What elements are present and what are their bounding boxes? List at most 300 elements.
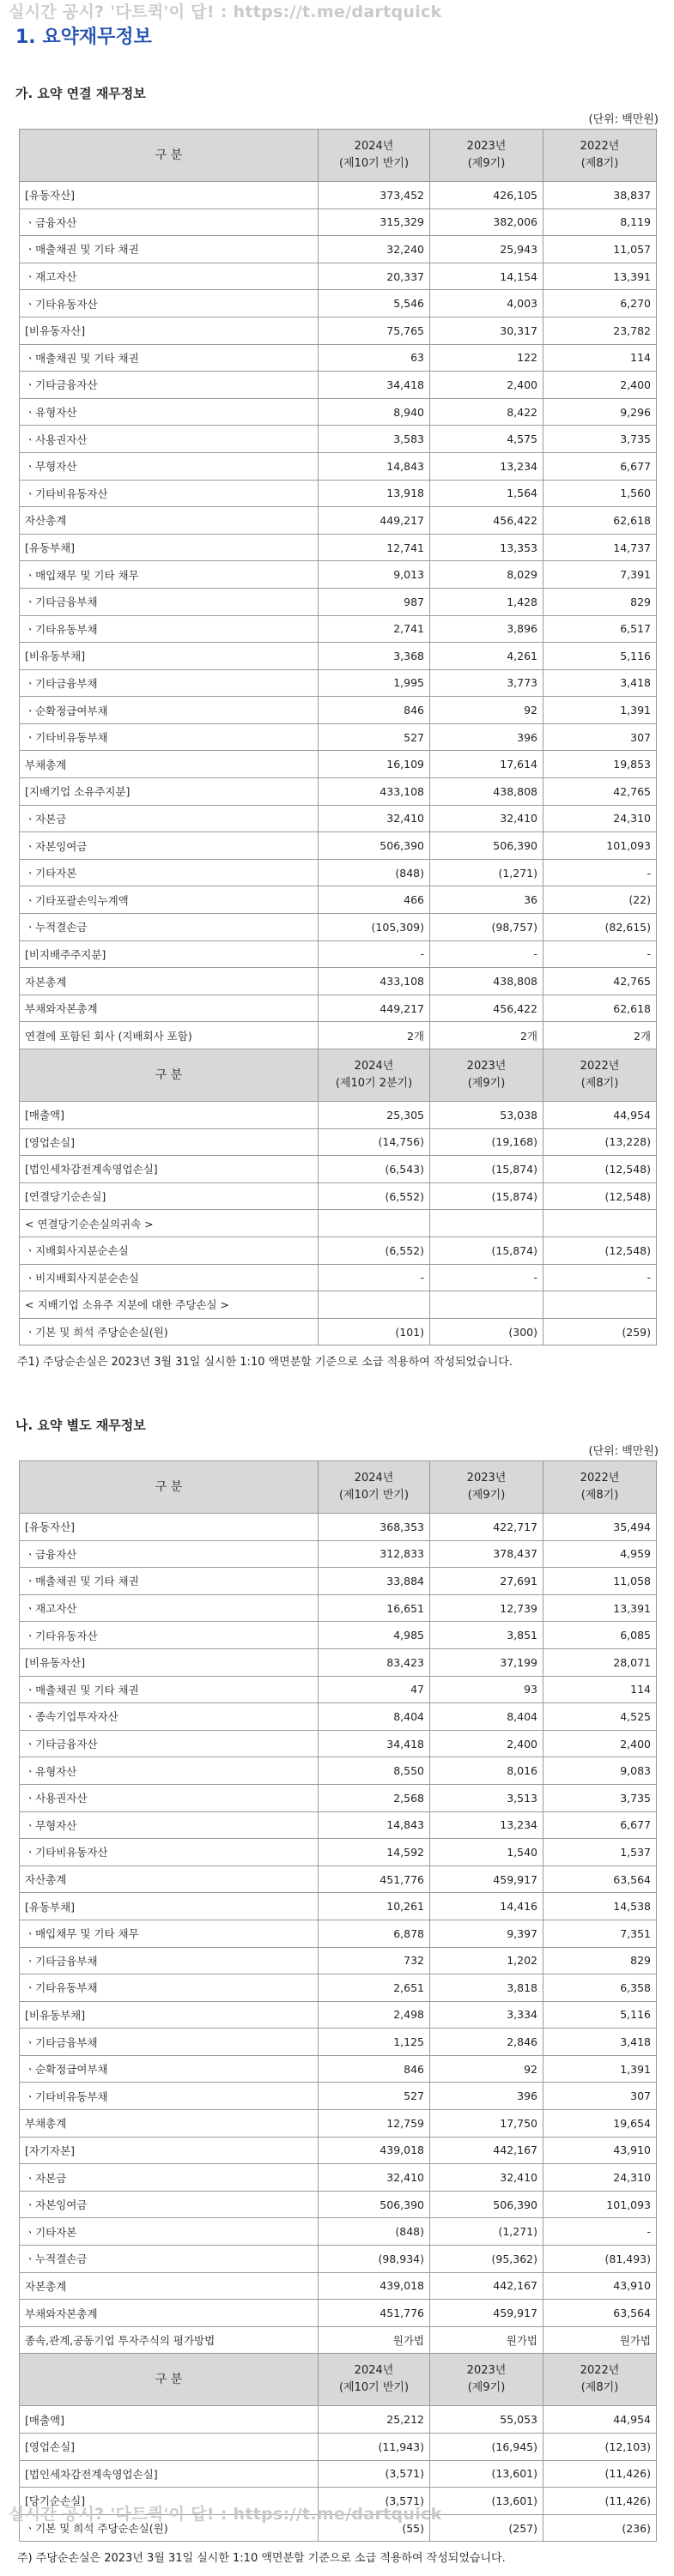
cell-value: 382,006 <box>430 209 543 236</box>
cell-value: (13,601) <box>430 2460 543 2488</box>
table-row <box>20 1210 657 1237</box>
row-label: [매출액] <box>20 1102 319 1129</box>
table-row <box>20 1893 657 1920</box>
row-label: ㆍ종속기업투자자산 <box>20 1703 319 1731</box>
cell-value: 8,404 <box>319 1703 430 1731</box>
row-label: < 지배기업 소유주 지분에 대한 주당손실 > <box>20 1291 319 1319</box>
row-label: [유동부채] <box>20 1893 319 1920</box>
row-label: ㆍ기타유동자산 <box>20 290 319 317</box>
row-label: ㆍ누적결손금 <box>20 914 319 941</box>
cell-value: 37,199 <box>430 1648 543 1676</box>
row-label: ㆍ기본 및 희석 주당순손실(원) <box>20 2514 319 2542</box>
row-label: ㆍ기타금융부채 <box>20 1947 319 1974</box>
cell-value: (11,943) <box>319 2434 430 2461</box>
section-title: 가. 요약 연결 재무정보 <box>15 86 146 101</box>
cell-value: (257) <box>430 2514 543 2542</box>
table-row <box>20 1237 657 1264</box>
header-text: (제9기) <box>467 1077 506 1090</box>
cell-value: 19,654 <box>543 2110 657 2138</box>
row-label: ㆍ사용권자산 <box>20 1784 319 1811</box>
cell-value: (13,228) <box>543 1128 657 1156</box>
header-text: 2023년 <box>466 1060 507 1073</box>
cell-value: 17,750 <box>430 2110 543 2138</box>
cell-value: 8,422 <box>430 398 543 426</box>
header-period <box>543 130 657 182</box>
table-row <box>20 2137 657 2164</box>
cell-value: 307 <box>543 2083 657 2110</box>
cell-value: 8,550 <box>319 1757 430 1785</box>
table-row <box>20 968 657 995</box>
cell-value: 35,494 <box>543 1514 657 1541</box>
header-text: 2023년 <box>466 140 507 153</box>
table-row <box>20 1156 657 1183</box>
cell-value: (16,945) <box>430 2434 543 2461</box>
table-row <box>20 778 657 806</box>
cell-value <box>543 1210 657 1237</box>
cell-value: 2,846 <box>430 2029 543 2056</box>
header-period <box>430 1461 543 1514</box>
table-row <box>20 344 657 372</box>
consolidated-section <box>0 84 674 1380</box>
cell-value: 368,353 <box>319 1514 430 1541</box>
cell-value: 42,765 <box>543 778 657 806</box>
cell-value: 24,310 <box>543 2164 657 2192</box>
cell-value: 456,422 <box>430 995 543 1022</box>
header-period <box>319 130 430 182</box>
cell-value: 396 <box>430 2083 543 2110</box>
footnote: 주) 주당순손실은 2023년 3월 31일 실시한 1:10 액면분할 기준으로 소급 적용하여 작성되었습니다. <box>17 2552 506 2566</box>
cell-value: 25,305 <box>319 1102 430 1129</box>
row-label: [법인세차감전계속영업손실] <box>20 1156 319 1183</box>
header-text: 2022년 <box>580 1472 620 1485</box>
cell-value: 38,837 <box>543 182 657 209</box>
cell-value: (55) <box>319 2514 430 2542</box>
row-label: ㆍ기타금융부채 <box>20 2029 319 2056</box>
cell-value: 14,538 <box>543 1893 657 1920</box>
cell-value: 14,154 <box>430 263 543 290</box>
cell-value: 433,108 <box>319 778 430 806</box>
cell-value: 3,583 <box>319 426 430 453</box>
cell-value: 14,843 <box>319 452 430 480</box>
header-text: (제8기) <box>580 2381 619 2395</box>
table-row <box>20 1264 657 1291</box>
table-row <box>20 263 657 290</box>
header-text: (제10기 2분기) <box>335 1077 413 1090</box>
row-label: [비유동부채] <box>20 2001 319 2029</box>
table-row <box>20 2218 657 2246</box>
table-row <box>20 1568 657 1595</box>
cell-value: 829 <box>543 1947 657 1974</box>
table-row <box>20 1947 657 1974</box>
cell-value: 8,940 <box>319 398 430 426</box>
row-label: 부채총계 <box>20 2110 319 2138</box>
table-row <box>20 2300 657 2327</box>
cell-value: (6,552) <box>319 1182 430 1210</box>
row-label: ㆍ순확정급여부채 <box>20 2055 319 2083</box>
table-row <box>20 2272 657 2300</box>
row-label: ㆍ기타금융자산 <box>20 1730 319 1757</box>
row-label: 자본총계 <box>20 968 319 995</box>
table-header-row <box>20 2354 657 2406</box>
cell-value: 3,818 <box>430 1974 543 2002</box>
table-row <box>20 398 657 426</box>
cell-value: (259) <box>543 1318 657 1345</box>
row-label: 부채와자본총계 <box>20 995 319 1022</box>
header-text: (제9기) <box>467 1489 506 1502</box>
row-label: [유동자산] <box>20 182 319 209</box>
cell-value: 307 <box>543 723 657 751</box>
row-label: [영업손실] <box>20 1128 319 1156</box>
header-period <box>543 1049 657 1102</box>
header-text: 구 분 <box>155 2373 183 2387</box>
cell-value: 9,083 <box>543 1757 657 1785</box>
header-period <box>430 1049 543 1102</box>
table-row <box>20 697 657 724</box>
cell-value: 439,018 <box>319 2272 430 2300</box>
cell-value: 459,917 <box>430 2300 543 2327</box>
table-row <box>20 643 657 670</box>
header-text: 2022년 <box>580 140 620 153</box>
cell-value: (12,548) <box>543 1182 657 1210</box>
cell-value: 4,003 <box>430 290 543 317</box>
table-row <box>20 236 657 263</box>
cell-value: - <box>543 1264 657 1291</box>
table-row <box>20 805 657 832</box>
row-label: < 연결당기순손실의귀속 > <box>20 1210 319 1237</box>
row-label: 종속,관계,공동기업 투자주식의 평가방법 <box>20 2326 319 2354</box>
table-row <box>20 1920 657 1947</box>
cell-value: 1,391 <box>543 2055 657 2083</box>
row-label: ㆍ누적결손금 <box>20 2246 319 2273</box>
row-label: ㆍ매입채무 및 기타 채무 <box>20 561 319 589</box>
cell-value: (848) <box>319 2218 430 2246</box>
cell-value: 6,270 <box>543 290 657 317</box>
cell-value: (236) <box>543 2514 657 2542</box>
cell-value: 36 <box>430 886 543 914</box>
row-label: ㆍ매입채무 및 기타 채무 <box>20 1920 319 1947</box>
table-row <box>20 2406 657 2434</box>
cell-value: 2,400 <box>430 372 543 399</box>
cell-value: (15,874) <box>430 1182 543 1210</box>
cell-value: (12,103) <box>543 2434 657 2461</box>
cell-value: 2,741 <box>319 615 430 643</box>
cell-value: 506,390 <box>319 832 430 860</box>
cell-value: 13,391 <box>543 1594 657 1622</box>
cell-value: 506,390 <box>319 2191 430 2218</box>
cell-value: - <box>543 859 657 886</box>
cell-value: 846 <box>319 2055 430 2083</box>
cell-value <box>319 1210 430 1237</box>
cell-value: 3,851 <box>430 1622 543 1649</box>
table-row <box>20 2001 657 2029</box>
cell-value: (300) <box>430 1318 543 1345</box>
separate-section <box>0 1416 674 2576</box>
cell-value: 32,410 <box>430 2164 543 2192</box>
row-label: 자산총계 <box>20 1865 319 1893</box>
cell-value: 92 <box>430 697 543 724</box>
cell-value: 449,217 <box>319 507 430 535</box>
table-row <box>20 426 657 453</box>
table-row <box>20 2460 657 2488</box>
table-row <box>20 1648 657 1676</box>
cell-value: 438,808 <box>430 968 543 995</box>
cell-value: (3,571) <box>319 2488 430 2515</box>
table-row <box>20 995 657 1022</box>
cell-value: - <box>543 2218 657 2246</box>
table-row <box>20 372 657 399</box>
header-text: (제10기 반기) <box>338 157 410 170</box>
cell-value: 55,053 <box>430 2406 543 2434</box>
cell-value: 47 <box>319 1676 430 1703</box>
table-row <box>20 1022 657 1049</box>
cell-value: (6,543) <box>319 1156 430 1183</box>
watermark-bottom: 실시간 공시? '다트퀵'이 답! : https://t.me/dartquick <box>9 2505 442 2524</box>
header-text: 2022년 <box>580 1060 620 1073</box>
table-row <box>20 859 657 886</box>
table-row <box>20 2029 657 2056</box>
cell-value: 53,038 <box>430 1102 543 1129</box>
cell-value: 13,234 <box>430 1811 543 1839</box>
row-label: ㆍ기타비유동자산 <box>20 480 319 507</box>
cell-value: 6,517 <box>543 615 657 643</box>
cell-value: 451,776 <box>319 1865 430 1893</box>
cell-value: 4,575 <box>430 426 543 453</box>
table-row <box>20 588 657 615</box>
header-period <box>319 1049 430 1102</box>
row-label: ㆍ자본잉여금 <box>20 2191 319 2218</box>
header-period <box>543 1461 657 1514</box>
cell-value: 9,296 <box>543 398 657 426</box>
table-row <box>20 317 657 344</box>
cell-value: (848) <box>319 859 430 886</box>
cell-value: (3,571) <box>319 2460 430 2488</box>
row-label: ㆍ금융자산 <box>20 1540 319 1568</box>
cell-value: 11,058 <box>543 1568 657 1595</box>
row-label: ㆍ기타금융부채 <box>20 588 319 615</box>
table-row <box>20 2326 657 2354</box>
cell-value <box>543 1291 657 1319</box>
cell-value: (22) <box>543 886 657 914</box>
row-label: ㆍ기타자본 <box>20 859 319 886</box>
cell-value: 62,618 <box>543 995 657 1022</box>
cell-value: 63,564 <box>543 2300 657 2327</box>
cell-value: 114 <box>543 344 657 372</box>
cell-value: 19,853 <box>543 751 657 778</box>
header-text: (제10기 반기) <box>338 1489 410 1502</box>
header-text: 2024년 <box>354 1472 394 1485</box>
header-text: (제9기) <box>467 157 506 170</box>
cell-value: 396 <box>430 723 543 751</box>
cell-value: 9,397 <box>430 1920 543 1947</box>
cell-value: 6,358 <box>543 1974 657 2002</box>
cell-value: 426,105 <box>430 182 543 209</box>
cell-value: 7,351 <box>543 1920 657 1947</box>
table-row <box>20 2246 657 2273</box>
cell-value: (15,874) <box>430 1237 543 1264</box>
cell-value: 62,618 <box>543 507 657 535</box>
header-text: (제8기) <box>580 1077 619 1090</box>
header-period <box>430 130 543 182</box>
cell-value: 8,016 <box>430 1757 543 1785</box>
table-row <box>20 940 657 968</box>
cell-value: 13,234 <box>430 452 543 480</box>
cell-value: 3,896 <box>430 615 543 643</box>
header-text: 구 분 <box>155 1068 183 1082</box>
cell-value <box>319 1291 430 1319</box>
table-row <box>20 751 657 778</box>
cell-value: 20,337 <box>319 263 430 290</box>
cell-value: 3,513 <box>430 1784 543 1811</box>
table-row <box>20 1128 657 1156</box>
cell-value: 83,423 <box>319 1648 430 1676</box>
header-text: 2024년 <box>354 2364 394 2378</box>
row-label: [법인세차감전계속영업손실] <box>20 2460 319 2488</box>
cell-value: 433,108 <box>319 968 430 995</box>
cell-value: 422,717 <box>430 1514 543 1541</box>
cell-value <box>430 1210 543 1237</box>
row-label: [자기자본] <box>20 2137 319 2164</box>
header-text: 구 분 <box>155 148 183 162</box>
table-row <box>20 1676 657 1703</box>
cell-value: 2,568 <box>319 1784 430 1811</box>
cell-value: 3,735 <box>543 1784 657 1811</box>
row-label: ㆍ자본금 <box>20 2164 319 2192</box>
cell-value: 25,212 <box>319 2406 430 2434</box>
table-row <box>20 1102 657 1129</box>
financial-table <box>19 129 657 1345</box>
cell-value: 27,691 <box>430 1568 543 1595</box>
table-row <box>20 1757 657 1785</box>
row-label: ㆍ매출채권 및 기타 채권 <box>20 1568 319 1595</box>
cell-value: 28,071 <box>543 1648 657 1676</box>
cell-value: 438,808 <box>430 778 543 806</box>
cell-value: 원가법 <box>319 2326 430 2354</box>
cell-value: 12,741 <box>319 534 430 561</box>
table-row <box>20 2191 657 2218</box>
row-label: ㆍ기타비유동자산 <box>20 1839 319 1866</box>
cell-value: 17,614 <box>430 751 543 778</box>
cell-value: 92 <box>430 2055 543 2083</box>
cell-value: 439,018 <box>319 2137 430 2164</box>
cell-value: 732 <box>319 1947 430 1974</box>
cell-value: 13,918 <box>319 480 430 507</box>
cell-value: 3,735 <box>543 426 657 453</box>
cell-value: 1,125 <box>319 2029 430 2056</box>
table-row <box>20 1622 657 1649</box>
row-label: ㆍ매출채권 및 기타 채권 <box>20 1676 319 1703</box>
header-text: (제8기) <box>580 1489 619 1502</box>
cell-value: 3,334 <box>430 2001 543 2029</box>
cell-value: 14,843 <box>319 1811 430 1839</box>
cell-value: 6,677 <box>543 1811 657 1839</box>
row-label: ㆍ자본잉여금 <box>20 832 319 860</box>
table-row <box>20 886 657 914</box>
header-period <box>319 1461 430 1514</box>
row-label: ㆍ기타자본 <box>20 2218 319 2246</box>
cell-value <box>430 1291 543 1319</box>
cell-value: 8,404 <box>430 1703 543 1731</box>
cell-value: 442,167 <box>430 2272 543 2300</box>
cell-value: 114 <box>543 1676 657 1703</box>
cell-value: 23,782 <box>543 317 657 344</box>
header-text: (제9기) <box>467 2381 506 2395</box>
cell-value: 16,651 <box>319 1594 430 1622</box>
cell-value: 9,013 <box>319 561 430 589</box>
cell-value: 24,310 <box>543 805 657 832</box>
row-label: [비유동부채] <box>20 643 319 670</box>
cell-value: 829 <box>543 588 657 615</box>
watermark-top: 실시간 공시? '다트퀵'이 답! : https://t.me/dartquick <box>9 3 442 21</box>
header-text: 2023년 <box>466 2364 507 2378</box>
row-label: [비유동자산] <box>20 317 319 344</box>
row-label: ㆍ무형자산 <box>20 1811 319 1839</box>
cell-value: - <box>543 940 657 968</box>
table-row <box>20 2110 657 2138</box>
table-header-row <box>20 1461 657 1514</box>
cell-value: 8,029 <box>430 561 543 589</box>
cell-value: (1,271) <box>430 859 543 886</box>
cell-value: 1,391 <box>543 697 657 724</box>
header-period <box>319 2354 430 2406</box>
row-label: ㆍ기타금융부채 <box>20 669 319 697</box>
row-label: 자산총계 <box>20 507 319 535</box>
cell-value: 13,391 <box>543 263 657 290</box>
cell-value: 75,765 <box>319 317 430 344</box>
cell-value: 4,959 <box>543 1540 657 1568</box>
cell-value: 8,119 <box>543 209 657 236</box>
cell-value: 101,093 <box>543 832 657 860</box>
cell-value: 4,985 <box>319 1622 430 1649</box>
table-row <box>20 534 657 561</box>
header-label <box>20 1461 319 1514</box>
cell-value: 6,085 <box>543 1622 657 1649</box>
cell-value: (82,615) <box>543 914 657 941</box>
table-row <box>20 561 657 589</box>
cell-value: 63 <box>319 344 430 372</box>
cell-value: 451,776 <box>319 2300 430 2327</box>
header-text: 2024년 <box>354 140 394 153</box>
cell-value: 원가법 <box>430 2326 543 2354</box>
row-label: ㆍ기타금융자산 <box>20 372 319 399</box>
cell-value: (1,271) <box>430 2218 543 2246</box>
cell-value: 14,592 <box>319 1839 430 1866</box>
cell-value: 5,116 <box>543 2001 657 2029</box>
row-label: ㆍ기타비유동부채 <box>20 723 319 751</box>
cell-value: (15,874) <box>430 1156 543 1183</box>
cell-value: 6,677 <box>543 452 657 480</box>
cell-value: 2,400 <box>430 1730 543 1757</box>
cell-value: 5,546 <box>319 290 430 317</box>
cell-value: 1,540 <box>430 1839 543 1866</box>
cell-value: (98,757) <box>430 914 543 941</box>
cell-value: 원가법 <box>543 2326 657 2354</box>
cell-value: 44,954 <box>543 1102 657 1129</box>
row-label: ㆍ기타유동자산 <box>20 1622 319 1649</box>
header-label <box>20 1049 319 1102</box>
cell-value: 3,418 <box>543 2029 657 2056</box>
header-text: 2024년 <box>354 1060 394 1073</box>
cell-value: 34,418 <box>319 1730 430 1757</box>
cell-value: (6,552) <box>319 1237 430 1264</box>
cell-value: 5,116 <box>543 643 657 670</box>
row-label: ㆍ순확정급여부채 <box>20 697 319 724</box>
row-label: ㆍ기타유동부채 <box>20 1974 319 2002</box>
cell-value: 466 <box>319 886 430 914</box>
table-row <box>20 1318 657 1345</box>
cell-value: 32,410 <box>319 805 430 832</box>
row-label: ㆍ재고자산 <box>20 263 319 290</box>
cell-value: 11,057 <box>543 236 657 263</box>
